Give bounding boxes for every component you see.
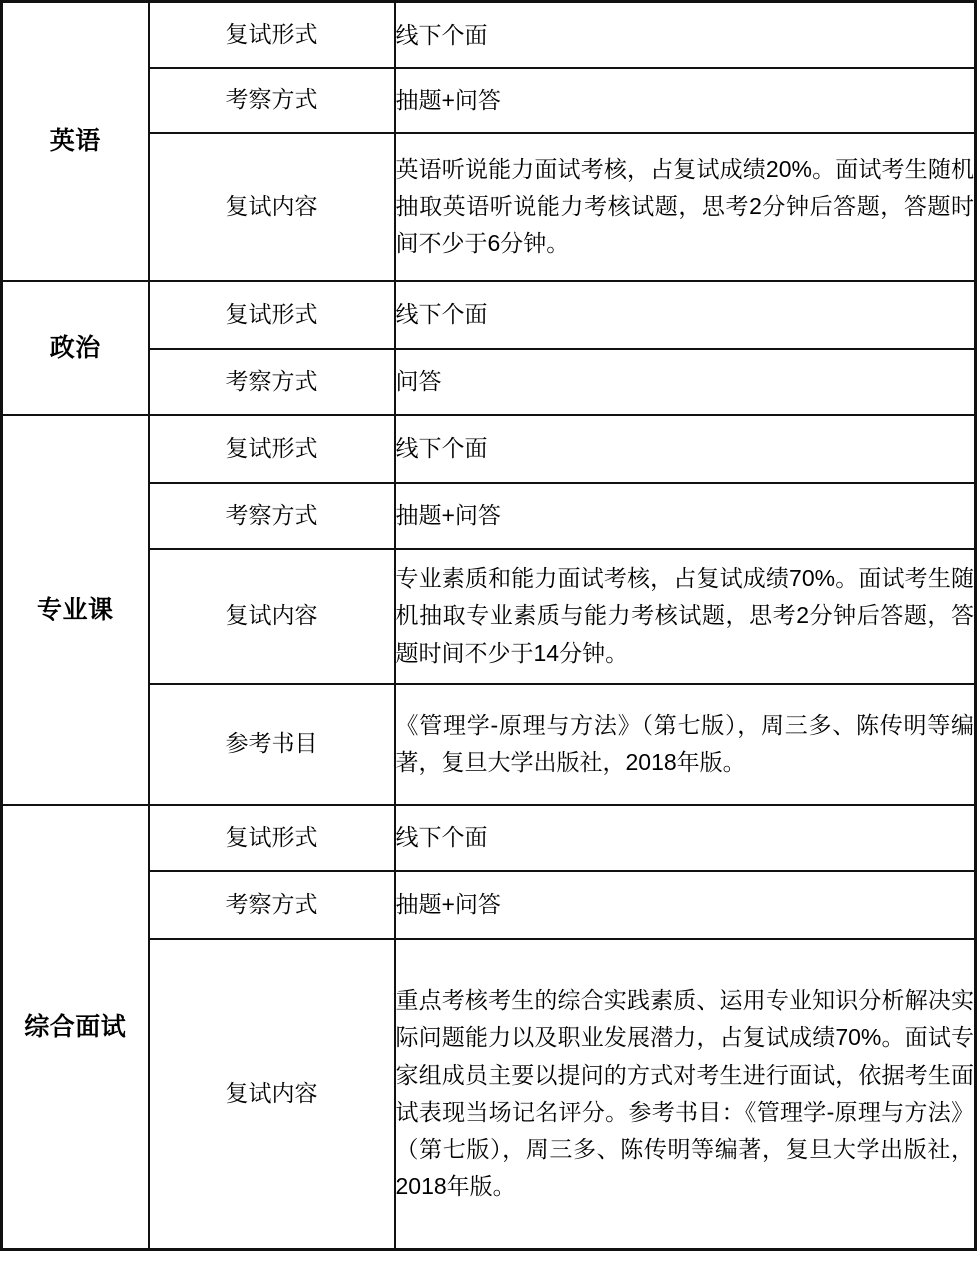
content-cell bbox=[395, 684, 976, 805]
content-cell bbox=[395, 549, 976, 684]
content-cell: 线下个面 bbox=[395, 805, 976, 871]
table-row bbox=[2, 684, 976, 805]
label-cell: 复试形式 bbox=[149, 2, 395, 68]
content-paragraph: 重点考核考生的综合实践素质、运用专业知识分析解决实际问题能力以及职业发展潜力，占复试成绩70%。面试专家组成员主要以提问的方式对考生进行面试，依据考生面试表现当场记名评分。参考书目：《管理学-原理与方法》（第七版），周三多、陈传明等编著，复旦大学出版社，2018年版。 bbox=[395, 987, 974, 1200]
label-cell: 考察方式 bbox=[149, 871, 395, 939]
table-row bbox=[2, 549, 976, 684]
table-row bbox=[2, 349, 976, 415]
table-row bbox=[2, 939, 976, 1250]
content-cell: 抽题+问答 bbox=[395, 68, 976, 133]
table-row bbox=[2, 871, 976, 939]
table-row bbox=[2, 483, 976, 549]
table-row bbox=[2, 281, 976, 349]
label-cell: 复试内容 bbox=[149, 939, 395, 1250]
label-cell: 复试形式 bbox=[149, 805, 395, 871]
label-cell: 复试形式 bbox=[149, 281, 395, 349]
content-cell: 问答 bbox=[395, 349, 976, 415]
label-cell: 复试形式 bbox=[149, 415, 395, 483]
label-cell: 考察方式 bbox=[149, 349, 395, 415]
label-cell: 考察方式 bbox=[149, 483, 395, 549]
label-cell: 考察方式 bbox=[149, 68, 395, 133]
content-cell: 线下个面 bbox=[395, 415, 976, 483]
table-row bbox=[2, 2, 976, 68]
table-row bbox=[2, 415, 976, 483]
content-paragraph: 《管理学-原理与方法》（第七版），周三多、陈传明等编著，复旦大学出版社，2018年版。 bbox=[395, 711, 974, 775]
content-cell: 线下个面 bbox=[395, 281, 976, 349]
subject-cell-comprehensive-interview: 综合面试 bbox=[2, 805, 149, 1250]
label-cell: 复试内容 bbox=[149, 549, 395, 684]
table-row bbox=[2, 68, 976, 133]
content-paragraph: 英语听说能力面试考核，占复试成绩20%。面试考生随机抽取英语听说能力考核试题，思考2分钟后答题，答题时间不少于6分钟。 bbox=[395, 155, 974, 257]
content-cell bbox=[395, 133, 976, 281]
content-paragraph: 专业素质和能力面试考核，占复试成绩70%。面试考生随机抽取专业素质与能力考核试题，思考2分钟后答题，答题时间不少于14分钟。 bbox=[395, 565, 974, 666]
content-cell: 线下个面 bbox=[395, 2, 976, 68]
content-cell bbox=[395, 939, 976, 1250]
label-cell: 参考书目 bbox=[149, 684, 395, 805]
table-row bbox=[2, 133, 976, 281]
table-row bbox=[2, 805, 976, 871]
subject-cell-politics: 政治 bbox=[2, 281, 149, 415]
content-cell: 抽题+问答 bbox=[395, 483, 976, 549]
subject-cell-major-course: 专业课 bbox=[2, 415, 149, 805]
content-cell: 抽题+问答 bbox=[395, 871, 976, 939]
subject-cell-english: 英语 bbox=[2, 2, 149, 281]
label-cell: 复试内容 bbox=[149, 133, 395, 281]
